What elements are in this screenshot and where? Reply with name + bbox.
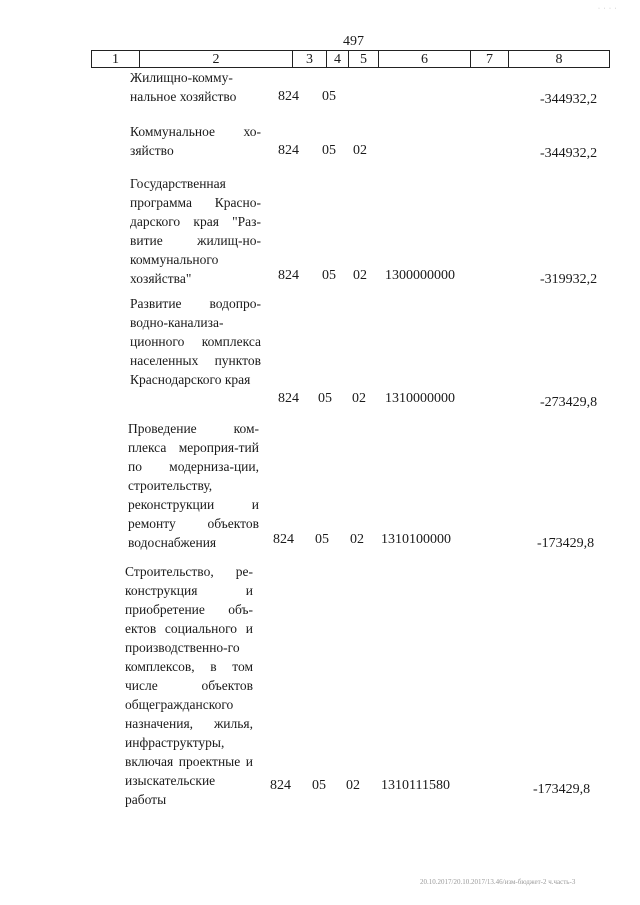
row-4-col5: 02: [352, 391, 366, 406]
row-3-name: Государственная программа Красно-дарского края "Раз-витие жилищ-но-коммунального хозяйства": [130, 176, 261, 286]
row-5-col4: 05: [315, 532, 329, 547]
row-5-col6: 1310100000: [381, 532, 451, 547]
row-1-col4: 05: [322, 89, 336, 104]
row-1-col8: -344932,2: [540, 92, 598, 107]
row-2-name: Коммунальное хо-зяйство: [130, 124, 261, 158]
row-4-col8: -273429,8: [540, 395, 598, 410]
row-3-col3: 824: [278, 268, 299, 283]
row-4-name: Развитие водопро-водно-канализа-ционного комплекса населенных пунктов Краснодарского края: [130, 296, 261, 387]
row-1-col3: 824: [278, 89, 299, 104]
row-6-col6: 1310111580: [381, 778, 450, 793]
row-5-col8: -173429,8: [537, 536, 595, 551]
row-6-col3: 824: [270, 778, 291, 793]
row-6-name: Строительство, ре-конструкция и приобретение объ-ектов социального и производственно-го комплексов, в том числе объектов общегражданского назначения, жилья, инфраструктуры, включая проектные и изыскательские работы: [125, 564, 253, 807]
row-3-col4: 05: [322, 268, 336, 283]
row-2-col8: -344932,2: [540, 146, 598, 161]
row-4-col3: 824: [278, 391, 299, 406]
column-header-2: 2: [140, 51, 293, 67]
row-4-col6: 1310000000: [385, 391, 455, 406]
table-header: [91, 50, 610, 68]
row-3-col8: -319932,2: [540, 272, 598, 287]
column-header-5: 5: [349, 51, 379, 67]
row-2-col4: 05: [322, 143, 336, 158]
row-2-col3: 824: [278, 143, 299, 158]
footer-note: 20.10.2017/20.10.2017/13.46/изм-бюджет-2 ч.часть-3: [420, 878, 576, 886]
row-5-col3: 824: [273, 532, 294, 547]
column-header-1: 1: [92, 51, 140, 67]
page-number: 497: [343, 34, 364, 49]
row-3-col6: 1300000000: [385, 268, 455, 283]
row-1-name: Жилищно-комму-нальное хозяйство: [130, 70, 237, 104]
row-2-col5: 02: [353, 143, 367, 158]
row-3-col5: 02: [353, 268, 367, 283]
row-6-col4: 05: [312, 778, 326, 793]
corner-mark: · · · ·: [598, 6, 618, 12]
row-5-name: Проведение ком-плекса мероприя-тий по модерниза-ции, строительству, реконструкции и ремонту объектов водоснабжения: [128, 421, 259, 550]
row-5-col5: 02: [350, 532, 364, 547]
column-header-8: 8: [555, 52, 563, 67]
row-6-col8: -173429,8: [533, 782, 591, 797]
column-header-7: 7: [471, 51, 509, 67]
column-header-4: 4: [327, 51, 349, 67]
row-6-col5: 02: [346, 778, 360, 793]
column-header-6: 6: [379, 51, 471, 67]
column-header-3: 3: [293, 51, 327, 67]
row-4-col4: 05: [318, 391, 332, 406]
